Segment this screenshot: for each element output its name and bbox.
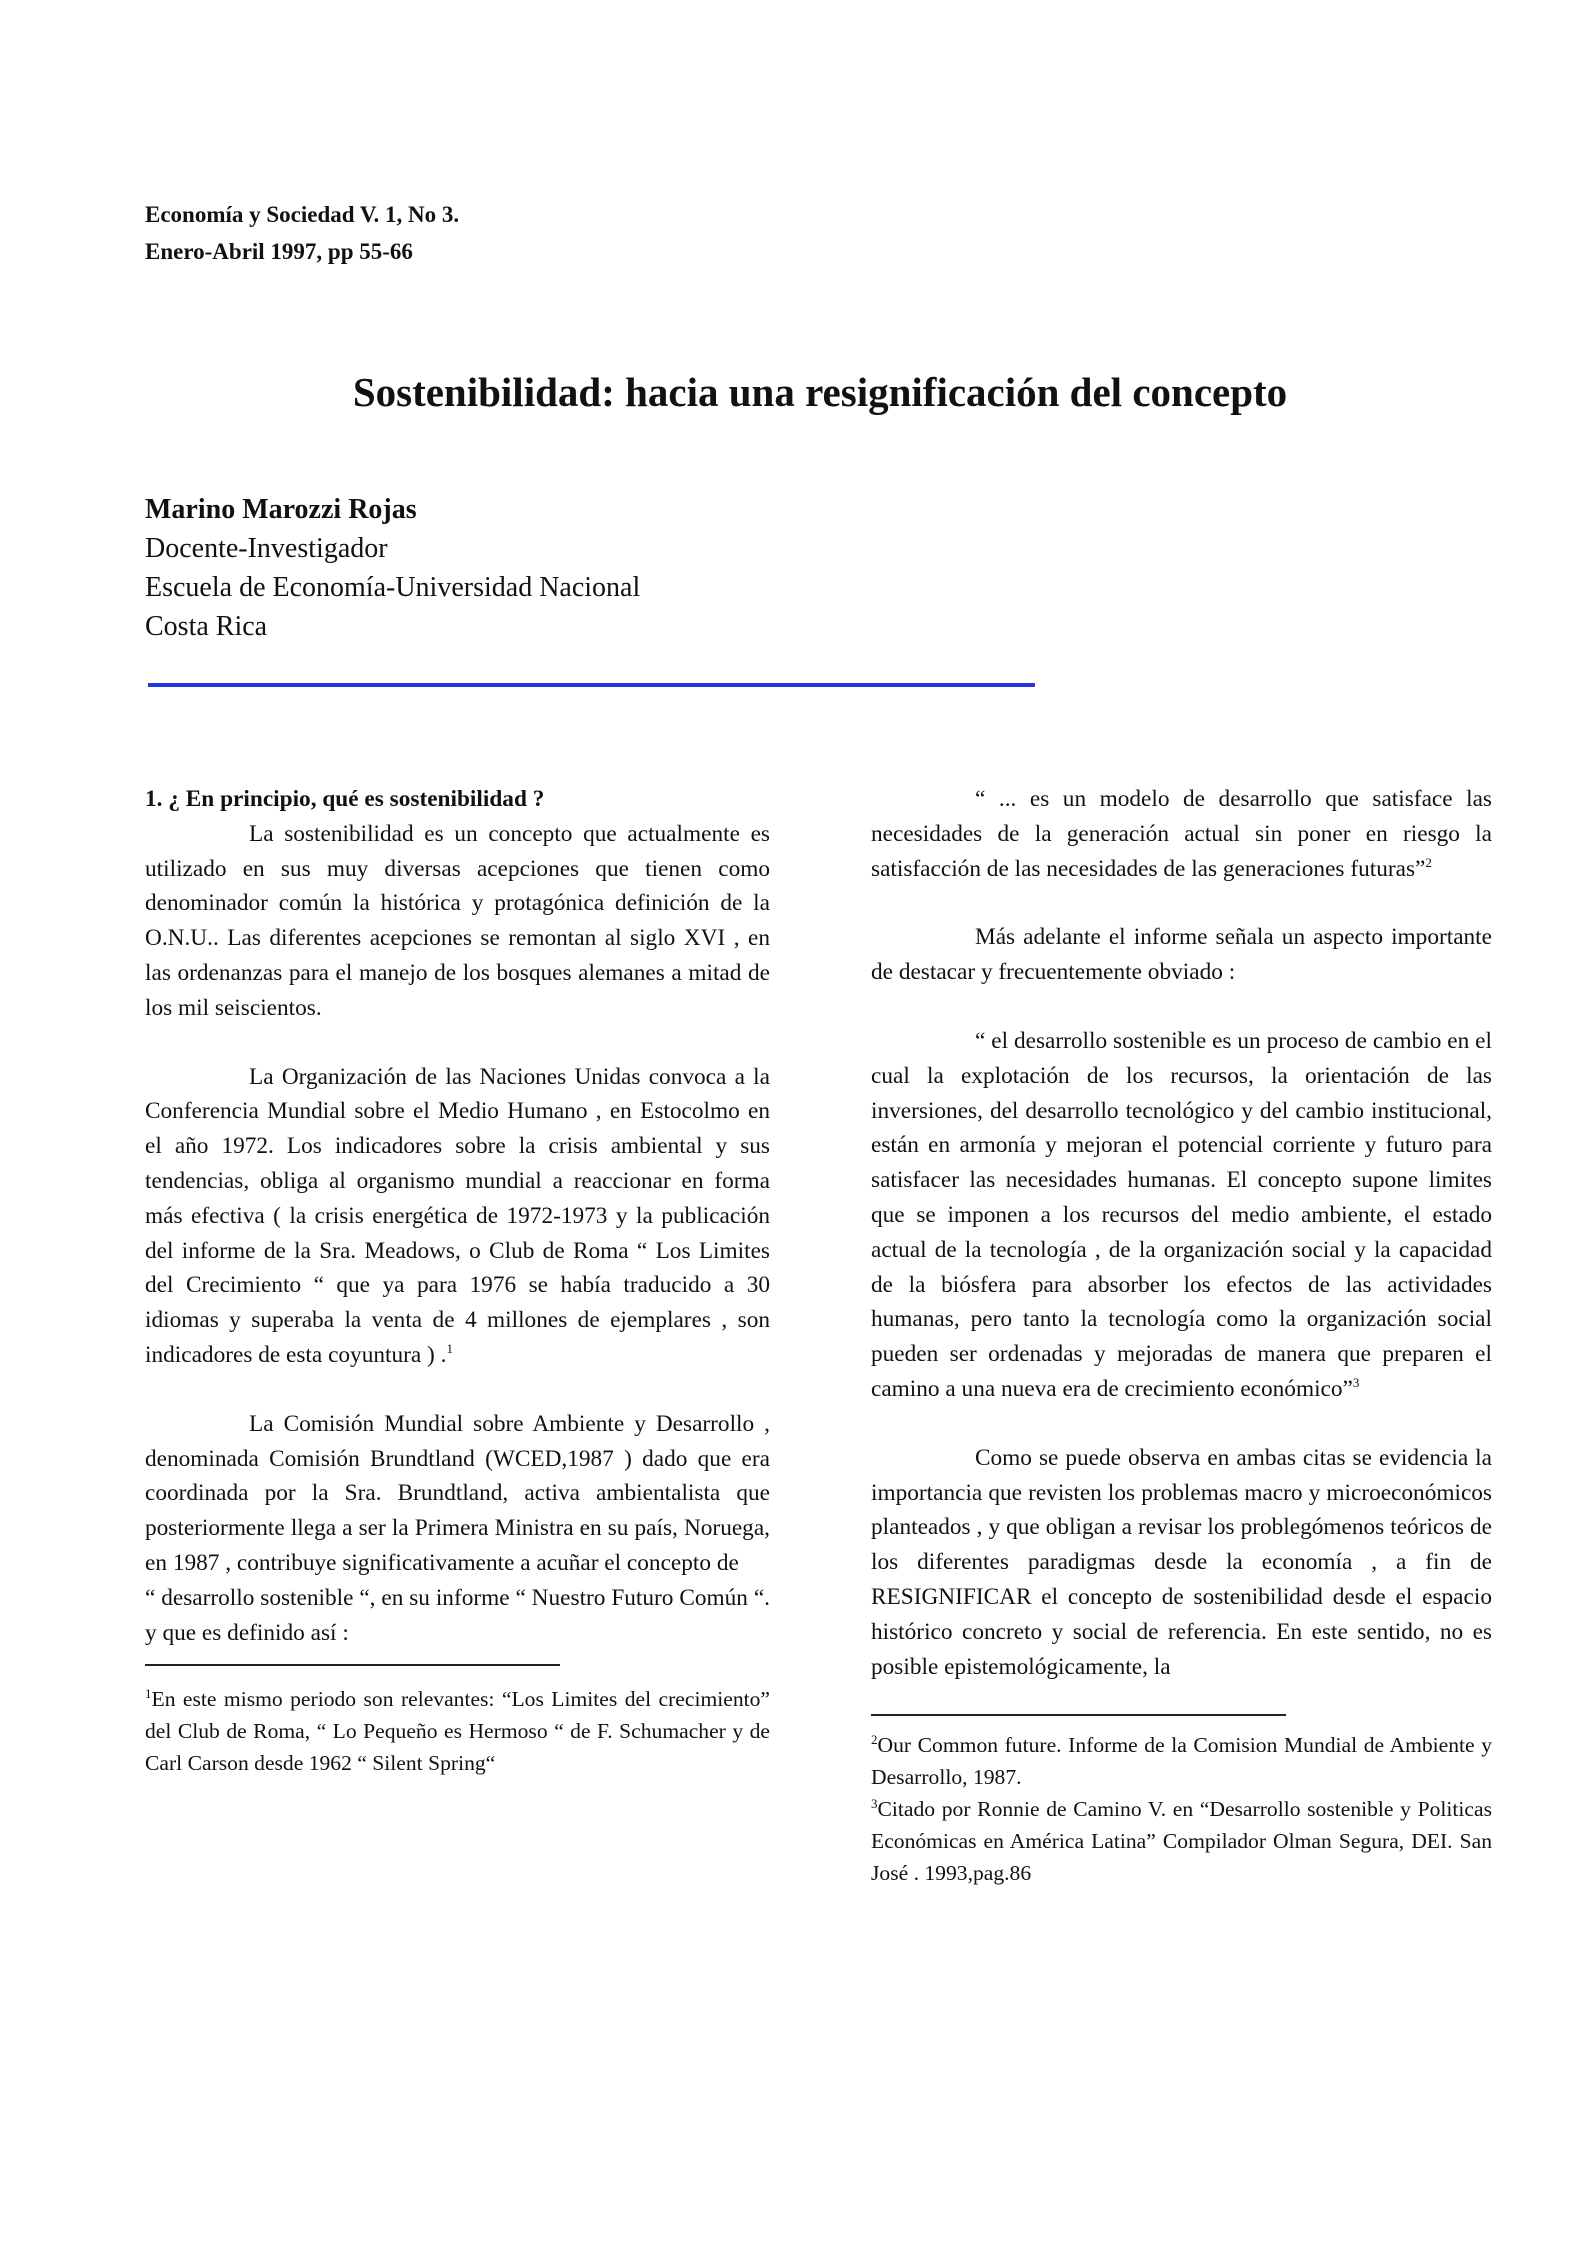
paragraph [145,1060,770,1373]
footnote [871,1730,1492,1794]
journal-date-pages: Enero-Abril 1997, pp 55-66 [145,239,413,264]
footnote-divider [871,1714,1286,1716]
paragraph-continuation: “ desarrollo sostenible “, en su informe “ Nuestro Futuro Común “. y que es definido así : [145,1584,770,1646]
journal-citation [145,196,459,270]
footnote-text: Our Common future. Informe de la Comision Mundial de Ambiente y Desarrollo, 1987. [871,1733,1492,1790]
author-country: Costa Rica [145,611,268,642]
footnote-ref: 1 [446,1341,453,1357]
footnote [871,1794,1492,1889]
right-column [871,782,1492,1889]
quote-text: “ el desarrollo sostenible es un proceso de cambio en el cual la explotación de los recursos, la orientación de las inversiones, del desarrollo tecnológico y del cambio institucional, están en armonía y mejoran el potencial corriente y futuro para satisfacer las necesidades humanas. El concepto supone limites que se imponen a los recursos del medio ambiente, el estado actual de la tecnología , de la organización social y la capacidad de la biósfera para absorber los efectos de las actividades humanas, pero tanto la tecnología como la organización social pueden ser ordenadas y mejoradas de manera que preparen el camino a una nueva era de crecimiento económico” [871,1027,1492,1402]
paragraph: Más adelante el informe señala un aspecto importante de destacar y frecuentemente obviado : [871,924,1492,986]
author-position: Docente-Investigador [145,533,388,564]
left-column [145,782,770,1780]
footnote-mark: 3 [871,1795,878,1811]
paragraph: La sostenibilidad es un concepto que actualmente es utilizado en sus muy diversas acepciones que tienen como denominador común la histórica y protagónica definición de la O.N.U.. Las diferentes acepciones se remontan al siglo XVI , en las ordenanzas para el manejo de los bosques alemanes a mitad de los mil seiscientos. [145,820,770,1021]
footnote [145,1684,770,1779]
footnote-text: Citado por Ronnie de Camino V. en “Desarrollo sostenible y Politicas Económicas en América Latina” Compilador Olman Segura, DEI. San José . 1993,pag.86 [871,1796,1492,1885]
footnote-divider [145,1664,560,1666]
author-block [145,490,640,646]
paragraph: Como se puede observa en ambas citas se evidencia la importancia que revisten los problemas macro y microeconómicos planteados , y que obligan a revisar los problegómenos teóricos de los diferentes paradigmas desde la economía , a fin de RESIGNIFICAR el concepto de sostenibilidad desde el espacio histórico concreto y social de referencia. En este sentido, no es posible epistemológicamente, la [871,1444,1492,1680]
author-name: Marino Marozzi Rojas [145,494,417,525]
paragraph-text: La Organización de las Naciones Unidas convoca a la Conferencia Mundial sobre el Medio Humano , en Estocolmo en el año 1972. Los indicadores sobre la crisis ambiental y sus tendencias, obliga al organismo mundial a reaccionar en forma más efectiva ( la crisis energética de 1972-1973 y la publicación del informe de la Sra. Meadows, o Club de Roma “ Los Limites del Crecimiento “ que ya para 1976 se había traducido a 30 idiomas y superaba la venta de 4 millones de ejemplares , son indicadores de esta coyuntura ) . [145,1063,770,1368]
quote-text: “ ... es un modelo de desarrollo que satisface las necesidades de la generación actual sin poner en riesgo la satisfacción de las necesidades de las generaciones futuras” [871,786,1492,882]
footnote-ref: 2 [1425,854,1432,870]
footnote-ref: 3 [1352,1375,1360,1391]
section-heading: 1. ¿ En principio, qué es sostenibilidad ? [145,786,545,812]
article-title: Sostenibilidad: hacia una resignificación del concepto [352,369,1288,415]
footnote-mark: 2 [871,1732,878,1748]
footnote-text: En este mismo periodo son relevantes: “Los Limites del crecimiento” del Club de Roma, “ Lo Pequeño es Hermoso “ de F. Schumacher y de Carl Carson desde 1962 “ Silent Spring“ [145,1687,770,1775]
footnote-mark: 1 [145,1686,152,1702]
header-divider [148,683,1035,687]
paragraph: La Comisión Mundial sobre Ambiente y Desarrollo , denominada Comisión Brundtland (WCED,1987 ) dado que era coordinada por la Sra. Brundtland, activa ambientalista que posteriormente llega a ser la Primera Ministra en su país, Noruega, en 1987 , contribuye significativamente a acuñar el concepto de [145,1410,770,1576]
journal-volume: Economía y Sociedad V. 1, No 3. [145,202,460,227]
block-quote [871,782,1492,886]
block-quote [871,1024,1492,1407]
author-institution: Escuela de Economía-Universidad Nacional [145,572,641,603]
